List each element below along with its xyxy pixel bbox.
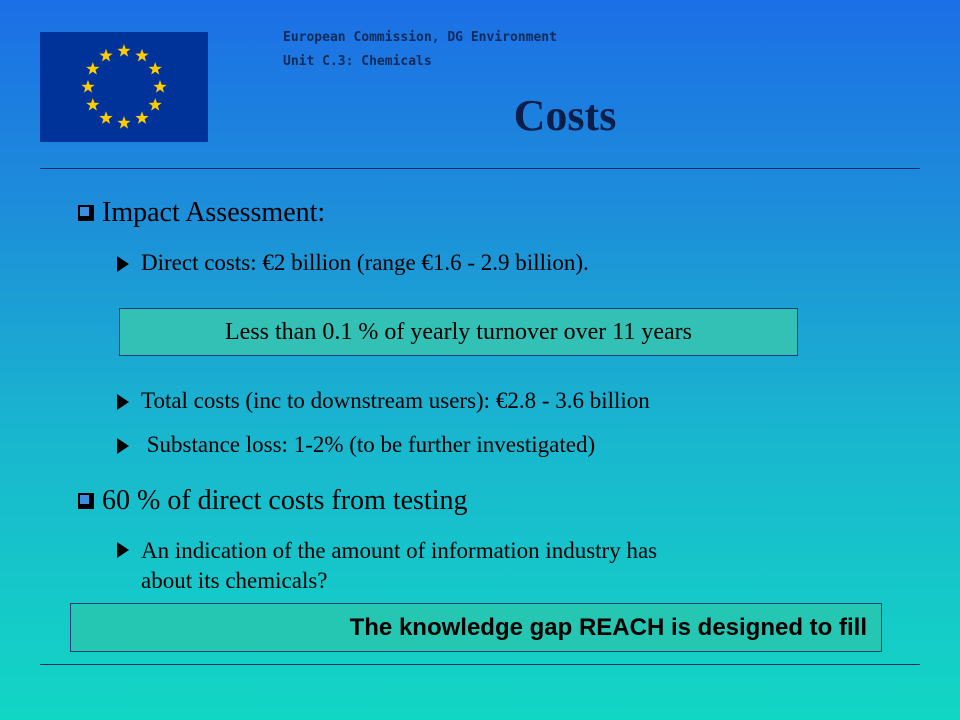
bullet-total-costs: [117, 388, 650, 414]
callout-text: The knowledge gap REACH is designed to fill: [349, 613, 867, 641]
square-bullet-icon: [78, 493, 94, 509]
bullet-testing-share: [78, 485, 467, 517]
flag-star-icon: [86, 62, 99, 75]
arrow-bullet-icon: [117, 394, 129, 410]
bullet-text: Total costs (inc to downstream users): €2.8 - 3.6 billion: [141, 388, 650, 413]
turnover-callout-box: [119, 308, 798, 356]
square-bullet-icon: [78, 205, 94, 221]
flag-star-icon: [117, 44, 130, 57]
flag-star-icon: [135, 49, 148, 62]
bullet-substance-loss: [117, 432, 595, 458]
bullet-text: Impact Assessment:: [102, 197, 326, 228]
organization-unit: Unit C.3: Chemicals: [283, 54, 432, 69]
bullet-text: Substance loss: 1-2% (to be further investigated): [141, 432, 596, 457]
slide-title: Costs: [513, 91, 617, 140]
knowledge-gap-callout-box: [70, 603, 882, 652]
flag-star-icon: [149, 62, 162, 75]
bullet-text-block: [141, 536, 657, 596]
header-divider: [40, 168, 920, 169]
arrow-bullet-icon: [117, 542, 129, 558]
bullet-impact-assessment: [78, 197, 325, 229]
organization-name: European Commission, DG Environment: [283, 30, 557, 45]
arrow-bullet-icon: [117, 256, 129, 272]
bullet-text-line: An indication of the amount of information industry has: [141, 538, 658, 563]
bullet-text-line: about its chemicals?: [141, 568, 328, 593]
bullet-text: Direct costs: €2 billion (range €1.6 - 2.9 billion).: [141, 250, 589, 275]
arrow-bullet-icon: [117, 438, 129, 454]
bullet-direct-costs: [117, 250, 589, 276]
callout-text: Less than 0.1 % of yearly turnover over 11 years: [225, 318, 692, 345]
bullet-information-indication: [117, 536, 657, 596]
bullet-text: 60 % of direct costs from testing: [102, 485, 468, 516]
footer-divider: [40, 664, 920, 665]
flag-star-icon: [99, 49, 112, 62]
